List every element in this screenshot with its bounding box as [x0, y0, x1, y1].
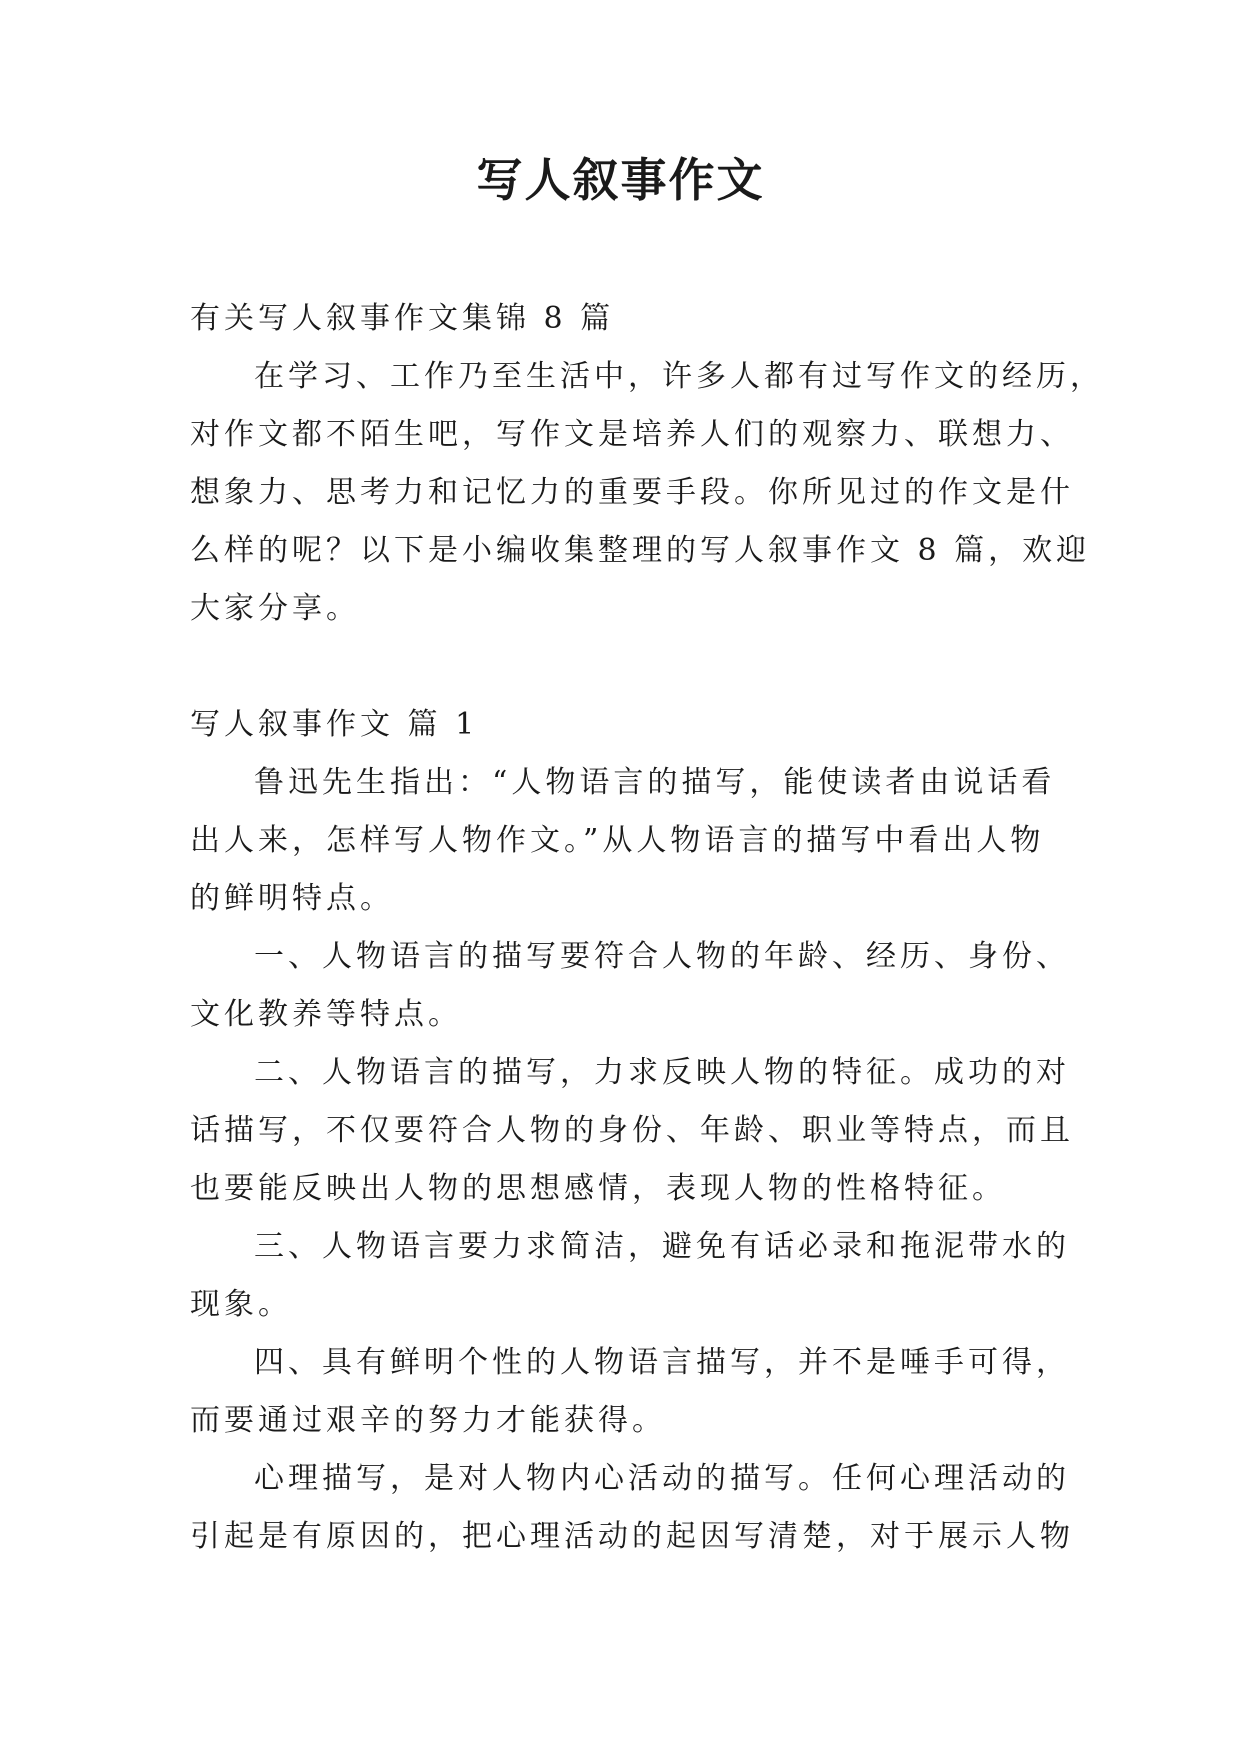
- text-line: 么样的呢？以下是小编收集整理的写人叙事作文 8 篇，欢迎: [190, 533, 1091, 568]
- document-title: 写人叙事作文: [476, 153, 765, 207]
- text-line: 而要通过艰辛的努力才能获得。: [190, 1403, 666, 1438]
- text-line: 对作文都不陌生吧，写作文是培养人们的观察力、联想力、: [190, 417, 1074, 452]
- paragraph: [190, 928, 1070, 1044]
- paragraph: [190, 1044, 1074, 1218]
- text-line: 在学习、工作乃至生活中，许多人都有过写作文的经历，: [254, 359, 1104, 394]
- text-line: 四、具有鲜明个性的人物语言描写，并不是唾手可得，: [254, 1345, 1070, 1380]
- paragraph: [190, 754, 1070, 928]
- intro-paragraph: [190, 348, 1104, 638]
- text-line: 现象。: [190, 1287, 292, 1322]
- section-heading: 写人叙事作文 篇 1: [190, 707, 479, 742]
- text-line: 也要能反映出人物的思想感情，表现人物的性格特征。: [190, 1171, 1006, 1206]
- subtitle: 有关写人叙事作文集锦 8 篇: [190, 301, 615, 336]
- spacer: [190, 638, 1070, 696]
- text-line: 文化教养等特点。: [190, 997, 462, 1032]
- text-line: 二、人物语言的描写，力求反映人物的特征。成功的对: [254, 1055, 1070, 1090]
- text-line: 三、人物语言要力求简洁，避免有话必录和拖泥带水的: [254, 1229, 1070, 1264]
- text-line: 一、人物语言的描写要符合人物的年龄、经历、身份、: [254, 939, 1070, 974]
- text-line: 的鲜明特点。: [190, 881, 394, 916]
- document-body: [190, 290, 1104, 1566]
- text-line: 话描写，不仅要符合人物的身份、年龄、职业等特点，而且: [190, 1113, 1074, 1148]
- text-line: 鲁迅先生指出：“人物语言的描写，能使读者由说话看: [254, 765, 1056, 800]
- text-line: 出人来，怎样写人物作文。”从人物语言的描写中看出人物: [190, 823, 1045, 858]
- text-line: 引起是有原因的，把心理活动的起因写清楚，对于展示人物: [190, 1519, 1074, 1554]
- text-line: 想象力、思考力和记忆力的重要手段。你所见过的作文是什: [190, 475, 1074, 510]
- paragraph: [190, 1218, 1070, 1334]
- text-line: 大家分享。: [190, 591, 360, 626]
- paragraph: [190, 1450, 1074, 1566]
- text-line: 心理描写，是对人物内心活动的描写。任何心理活动的: [254, 1461, 1070, 1496]
- paragraph: [190, 1334, 1070, 1450]
